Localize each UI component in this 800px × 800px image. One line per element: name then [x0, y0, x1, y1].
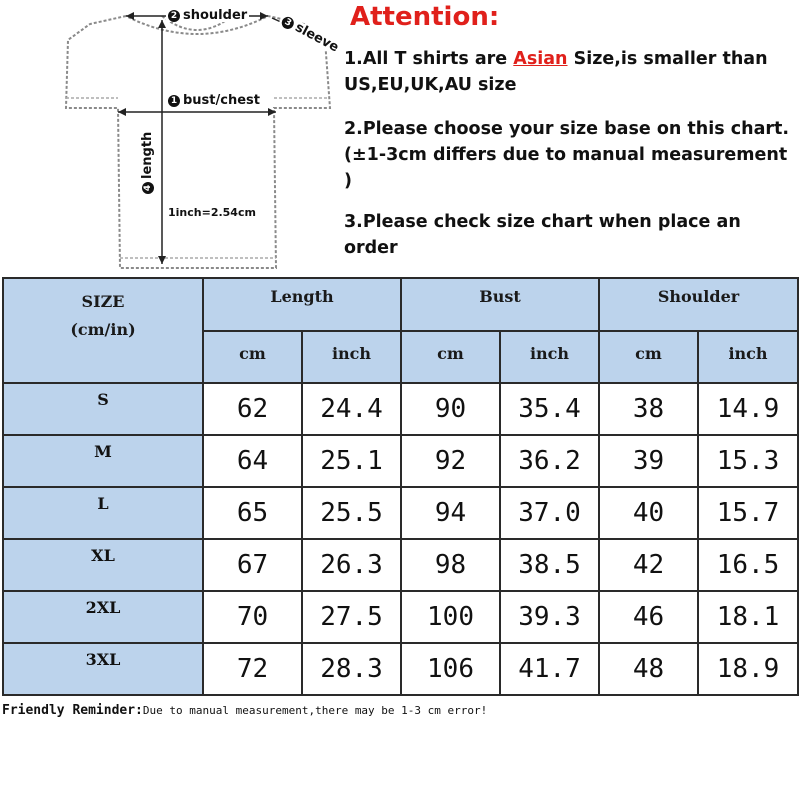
- measurement-cell: 37.0: [500, 487, 599, 539]
- shoulder-label: [166, 9, 249, 22]
- measurement-cell: 90: [401, 383, 500, 435]
- measurement-cell: 27.5: [302, 591, 401, 643]
- attention-note-1: [344, 46, 794, 98]
- attention-note-2: 2.Please choose your size base on this chart.(±1-3cm differs due to manual measurement ): [344, 119, 790, 191]
- attention-title: Attention:: [350, 2, 500, 32]
- size-label-cell: S: [3, 383, 203, 435]
- group-header-length: Length: [203, 278, 401, 331]
- measurement-cell: 16.5: [698, 539, 798, 591]
- size-label-cell: 3XL: [3, 643, 203, 695]
- measurement-cell: 70: [203, 591, 302, 643]
- note-1-before: 1.All T shirts are: [344, 49, 514, 69]
- measurement-cell: 65: [203, 487, 302, 539]
- measurement-cell: 41.7: [500, 643, 599, 695]
- measurement-cell: 24.4: [302, 383, 401, 435]
- measurement-cell: 92: [401, 435, 500, 487]
- unit-header-cell: cm: [401, 331, 500, 383]
- size-header-cell: [3, 278, 203, 383]
- note-1-highlight: Asian: [513, 49, 568, 69]
- bust-label-text: bust/chest: [183, 93, 260, 108]
- tshirt-outline-icon: [0, 0, 340, 270]
- number-badge-icon: 3: [280, 15, 296, 31]
- size-label-cell: L: [3, 487, 203, 539]
- measurement-cell: 106: [401, 643, 500, 695]
- measurement-cell: 40: [599, 487, 698, 539]
- measurement-cell: 67: [203, 539, 302, 591]
- unit-header-cell: inch: [500, 331, 599, 383]
- measurement-cell: 48: [599, 643, 698, 695]
- measurement-cell: 14.9: [698, 383, 798, 435]
- measurement-cell: 26.3: [302, 539, 401, 591]
- measurement-cell: 42: [599, 539, 698, 591]
- table-row: [3, 435, 798, 487]
- measurement-cell: 64: [203, 435, 302, 487]
- measurement-cell: 18.1: [698, 591, 798, 643]
- table-row: [3, 643, 798, 695]
- friendly-reminder: [2, 703, 487, 718]
- shoulder-label-text: shoulder: [183, 8, 248, 23]
- measurement-cell: 25.1: [302, 435, 401, 487]
- table-header-row: [3, 278, 798, 331]
- table-row: [3, 539, 798, 591]
- reminder-text: Due to manual measurement,there may be 1-3 cm error!: [142, 704, 488, 717]
- note-1-after: Size,is smaller than US,EU,UK,AU size: [344, 49, 768, 95]
- measurement-cell: 39: [599, 435, 698, 487]
- size-label-cell: M: [3, 435, 203, 487]
- bust-label: [166, 94, 262, 107]
- sleeve-label-text: sleeve: [292, 20, 342, 56]
- measurement-cell: 98: [401, 539, 500, 591]
- measurement-cell: 94: [401, 487, 500, 539]
- group-header-bust: Bust: [401, 278, 599, 331]
- size-rows: [3, 383, 798, 695]
- measurement-cell: 36.2: [500, 435, 599, 487]
- measurement-cell: 25.5: [302, 487, 401, 539]
- unit-header-cell: inch: [302, 331, 401, 383]
- size-header-line2: (cm/in): [70, 320, 136, 339]
- size-header-line1: SIZE: [81, 292, 125, 311]
- size-label-cell: 2XL: [3, 591, 203, 643]
- number-badge-icon: 2: [168, 10, 180, 22]
- unit-header-cell: cm: [599, 331, 698, 383]
- measurement-cell: 62: [203, 383, 302, 435]
- unit-conversion-label: 1inch=2.54cm: [168, 206, 256, 219]
- measurement-cell: 100: [401, 591, 500, 643]
- table-row: [3, 591, 798, 643]
- reminder-label: Friendly Reminder:: [2, 703, 143, 718]
- length-label-text: length: [140, 131, 155, 179]
- attention-note-3: 3.Please check size chart when place an order: [344, 212, 741, 258]
- table-row: [3, 487, 798, 539]
- measurement-cell: 38: [599, 383, 698, 435]
- measurement-cell: 35.4: [500, 383, 599, 435]
- number-badge-icon: 4: [142, 182, 154, 194]
- tshirt-diagram: [0, 0, 340, 270]
- group-header-shoulder: Shoulder: [599, 278, 798, 331]
- measurement-cell: 38.5: [500, 539, 599, 591]
- unit-header-cell: cm: [203, 331, 302, 383]
- size-label-cell: XL: [3, 539, 203, 591]
- measurement-cell: 18.9: [698, 643, 798, 695]
- table-row: [3, 383, 798, 435]
- measurement-cell: 72: [203, 643, 302, 695]
- measurement-cell: 15.7: [698, 487, 798, 539]
- measurement-cell: 15.3: [698, 435, 798, 487]
- length-label: [141, 130, 154, 196]
- unit-header-cell: inch: [698, 331, 798, 383]
- measurement-cell: 46: [599, 591, 698, 643]
- measurement-cell: 28.3: [302, 643, 401, 695]
- measurement-cell: 39.3: [500, 591, 599, 643]
- number-badge-icon: 1: [168, 95, 180, 107]
- size-chart-table: [2, 277, 799, 696]
